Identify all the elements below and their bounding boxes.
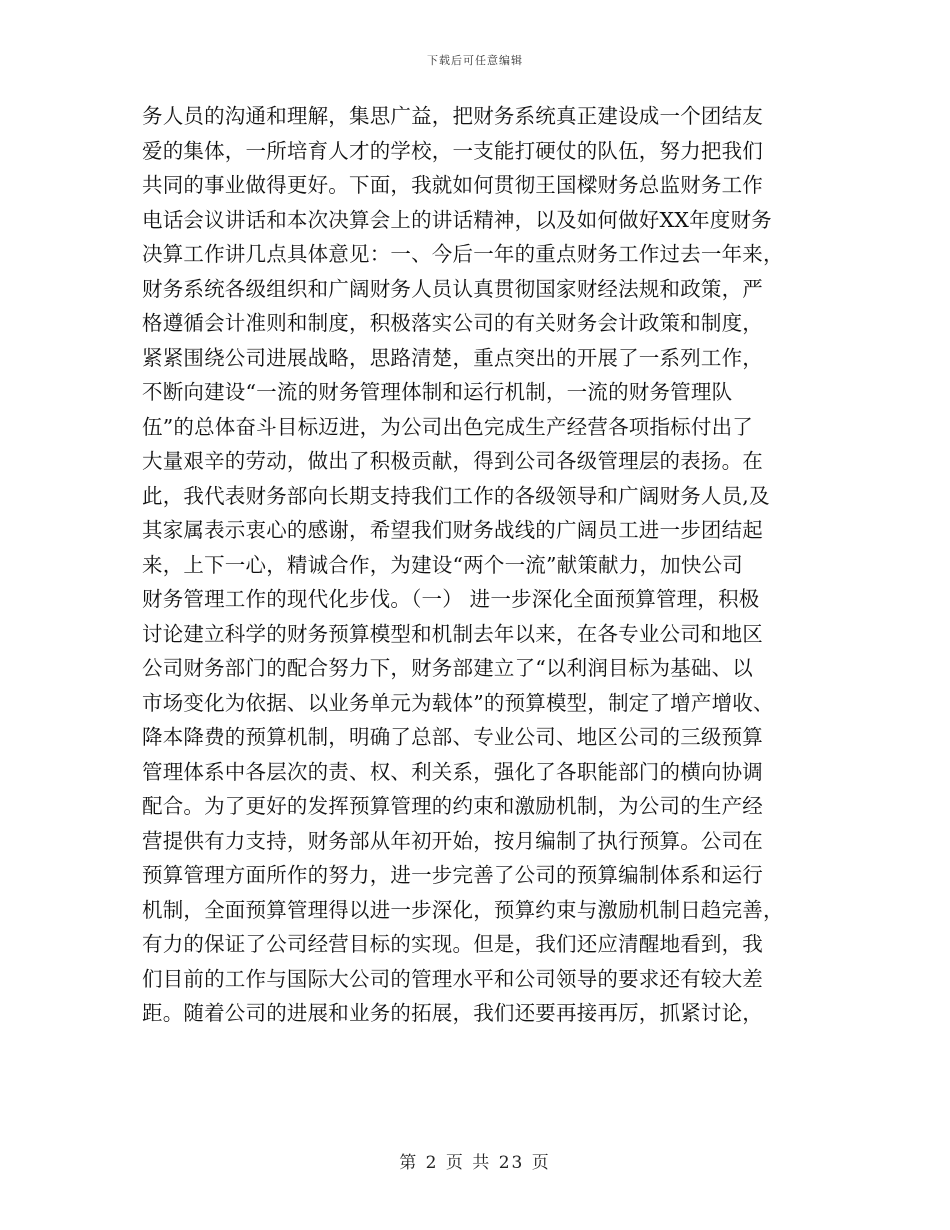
document-body bbox=[142, 99, 822, 1031]
body-line: 此，我代表财务部向长期支持我们工作的各级领导和广阔财务人员,及 bbox=[142, 483, 770, 508]
body-line: 伍”的总体奋斗目标迈进，为公司出色完成生产经营各项指标付出了 bbox=[142, 414, 753, 439]
body-line: 公司财务部门的配合努力下，财务部建立了“以利润目标为基础、以 bbox=[142, 656, 753, 680]
body-line: 营提供有力支持，财务部从年初开始，按月编制了执行预算。公司在 bbox=[142, 828, 763, 853]
page-number-footer: 第 2 页 共 23 页 bbox=[399, 1153, 551, 1173]
body-line: 大量艰辛的劳动，做出了积极贡献，得到公司各级管理层的表扬。在 bbox=[142, 449, 763, 473]
body-line: 财务管理工作的现代化步伐。（一） 进一步深化全面预算管理，积极 bbox=[142, 587, 760, 611]
body-line: 讨论建立科学的财务预算模型和机制去年以来，在各专业公司和地区 bbox=[142, 621, 763, 646]
body-line: 机制，全面预算管理得以进一步深化，预算约束与激励机制日趋完善， bbox=[142, 897, 784, 922]
body-line: 配合。为了更好的发挥预算管理的约束和激励机制，为公司的生产经 bbox=[142, 794, 763, 818]
page-header-note: 下载后可任意编辑 bbox=[427, 54, 523, 67]
body-line: 爱的集体，一所培育人才的学校，一支能打硬仗的队伍，努力把我们 bbox=[142, 138, 763, 163]
body-line: 其家属表示衷心的感谢，希望我们财务战线的广阔员工进一步团结起 bbox=[142, 518, 763, 542]
body-line: 降本降费的预算机制，明确了总部、专业公司、地区公司的三级预算 bbox=[142, 725, 763, 749]
body-line: 格遵循会计准则和制度，积极落实公司的有关财务会计政策和制度， bbox=[142, 311, 763, 335]
body-line: 们目前的工作与国际大公司的管理水平和公司领导的要求还有较大差 bbox=[142, 966, 763, 991]
body-line: 预算管理方面所作的努力，进一步完善了公司的预算编制体系和运行 bbox=[142, 863, 763, 887]
body-line: 来，上下一心，精诚合作，为建设“两个一流”献策献力，加快公司 bbox=[142, 552, 743, 577]
body-line: 管理体系中各层次的责、权、利关系，强化了各职能部门的横向协调 bbox=[142, 759, 763, 784]
body-line: 紧紧围绕公司进展战略，思路清楚，重点突出的开展了一系列工作， bbox=[142, 345, 763, 370]
body-line: 距。随着公司的进展和业务的拓展，我们还要再接再厉，抓紧讨论， bbox=[142, 1001, 763, 1025]
body-line: 电话会议讲话和本次决算会上的讲话精神，以及如何做好XX年度财务 bbox=[142, 207, 772, 232]
body-line: 务人员的沟通和理解，集思广益，把财务系统真正建设成一个团结友 bbox=[142, 104, 763, 128]
body-line: 不断向建设“一流的财务管理体制和运行机制，一流的财务管理队 bbox=[142, 380, 733, 404]
body-line: 决算工作讲几点具体意见：一、今后一年的重点财务工作过去一年来， bbox=[142, 242, 784, 266]
body-line: 有力的保证了公司经营目标的实现。但是，我们还应清醒地看到，我 bbox=[142, 932, 763, 956]
body-line: 财务系统各级组织和广阔财务人员认真贯彻国家财经法规和政策，严 bbox=[142, 276, 763, 301]
body-line: 市场变化为依据、以业务单元为载体”的预算模型，制定了增产增收、 bbox=[142, 690, 774, 715]
body-line: 共同的事业做得更好。下面，我就如何贯彻王国樑财务总监财务工作 bbox=[142, 173, 763, 197]
